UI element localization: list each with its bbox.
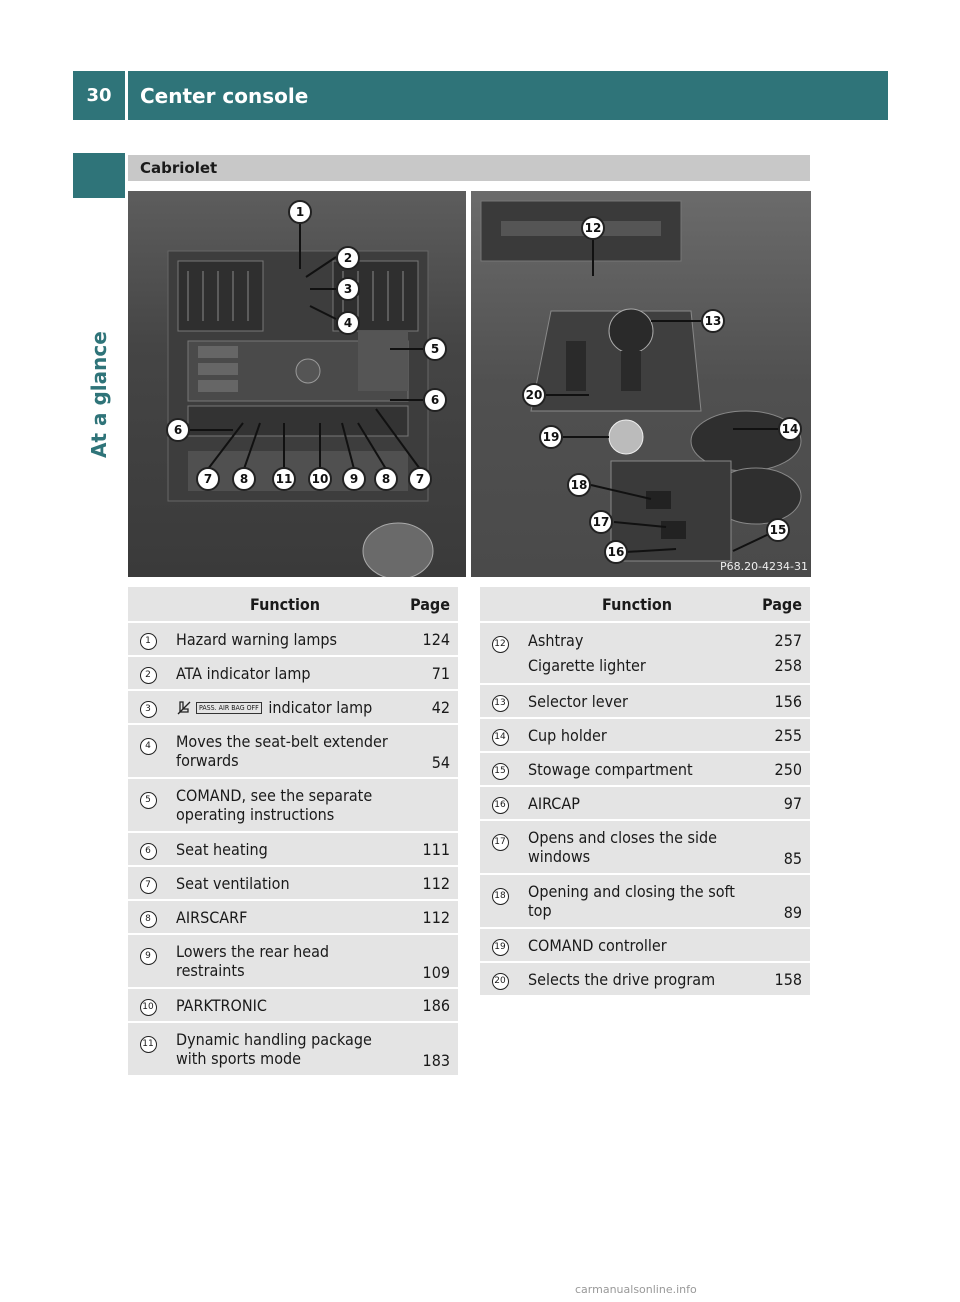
row-function: AIRSCARF [168,901,402,933]
footer-watermark: carmanualsonline.info [575,1283,697,1296]
header-num [480,587,520,621]
header-num [128,587,168,621]
table-row [128,935,458,987]
callout-9: 9 [342,467,366,491]
callout-16: 16 [604,540,628,564]
row-number: 11 [140,1036,157,1053]
callout-17: 17 [589,510,613,534]
callout-12: 12 [581,216,605,240]
table-row [480,875,810,927]
header-function: Function [520,587,754,621]
callout-11: 11 [272,467,296,491]
row-function-text: indicator lamp [268,697,373,717]
row-number: 17 [492,834,509,851]
row-function: Moves the seat-belt extender forwards [168,725,402,777]
row-page: 42 [402,691,458,723]
row-function-line-1: Ashtray [528,631,584,650]
callout-20: 20 [522,383,546,407]
callout-1: 1 [288,200,312,224]
row-page [754,929,810,961]
table-row [128,867,458,899]
row-page: 250 [754,753,810,785]
row-page [402,779,458,831]
row-function: PARKTRONIC [168,989,402,1021]
row-function-with-icons [168,691,402,723]
table-row [480,623,810,683]
row-page: 109 [402,935,458,987]
row-page: 112 [402,867,458,899]
row-number: 3 [140,701,157,718]
row-page: 183 [402,1023,458,1075]
header-page: Page [754,587,810,621]
row-page: 124 [402,623,458,655]
row-page: 89 [754,875,810,927]
table-row [128,901,458,933]
row-number: 15 [492,763,509,780]
callout-18: 18 [567,473,591,497]
table-row [480,787,810,819]
section-title: Cabriolet [128,155,810,181]
table-row [128,1023,458,1075]
callout-15: 15 [766,518,790,542]
row-function: Cup holder [520,719,754,751]
row-page: 158 [754,963,810,995]
row-page: 255 [754,719,810,751]
chapter-title: Center console [128,71,888,120]
row-page: 97 [754,787,810,819]
row-number: 7 [140,877,157,894]
row-function: Lowers the rear head restraints [168,935,402,987]
callout-8-right: 8 [374,467,398,491]
row-number: 9 [140,948,157,965]
console-illustration [128,191,466,577]
callout-19: 19 [539,425,563,449]
row-number: 6 [140,843,157,860]
callout-6-right: 6 [423,388,447,412]
row-function: Opens and closes the side windows [520,821,754,873]
table-row [480,821,810,873]
table-row [480,685,810,717]
row-function-line-2: Cigarette lighter [528,656,646,675]
selector-illustration [471,191,811,577]
row-function: Selector lever [520,685,754,717]
row-number: 12 [492,636,509,653]
row-number: 16 [492,797,509,814]
callout-7-left: 7 [196,467,220,491]
row-function: Opening and closing the soft top [520,875,754,927]
child-seat-icon [176,700,192,716]
row-number: 13 [492,695,509,712]
table-row [128,779,458,831]
row-function: Hazard warning lamps [168,623,402,655]
row-number: 8 [140,911,157,928]
row-page: 186 [402,989,458,1021]
page-number: 30 [73,71,125,120]
row-function: Dynamic handling package with sports mode [168,1023,402,1075]
row-number: 20 [492,973,509,990]
row-function: AIRCAP [520,787,754,819]
header-page: Page [402,587,458,621]
row-function: Seat heating [168,833,402,865]
function-table-right [480,585,810,997]
row-function: ATA indicator lamp [168,657,402,689]
row-number: 19 [492,939,509,956]
function-table-left [128,585,458,1077]
row-number: 10 [140,999,157,1016]
callout-13: 13 [701,309,725,333]
table-row [480,753,810,785]
header-function: Function [168,587,402,621]
row-page-line-1: 257 [774,631,802,650]
row-function: COMAND controller [520,929,754,961]
row-number: 1 [140,633,157,650]
side-label: At a glance [87,331,111,459]
callout-8-left: 8 [232,467,256,491]
side-tab-marker [73,153,125,198]
console-photo-left [128,191,466,577]
row-number: 2 [140,667,157,684]
table-row [480,719,810,751]
table-row [128,691,458,723]
row-page-line-2: 258 [774,656,802,675]
callout-3: 3 [336,277,360,301]
row-number: 5 [140,792,157,809]
row-number: 4 [140,738,157,755]
table-row [128,657,458,689]
callout-4: 4 [336,311,360,335]
callout-10: 10 [308,467,332,491]
row-number: 18 [492,888,509,905]
callout-7-right: 7 [408,467,432,491]
table-row [480,929,810,961]
photo-code: P68.20-4234-31 [719,560,808,573]
row-page: 54 [402,725,458,777]
table-row [128,989,458,1021]
row-page: 156 [754,685,810,717]
callout-6-left: 6 [166,418,190,442]
table-row [128,725,458,777]
row-page: 71 [402,657,458,689]
callout-2: 2 [336,246,360,270]
table-row [480,963,810,995]
row-page: 111 [402,833,458,865]
console-photo-right [471,191,811,577]
row-number: 14 [492,729,509,746]
row-page [754,623,810,683]
table-row [128,833,458,865]
callout-14: 14 [778,417,802,441]
row-function: Stowage compartment [520,753,754,785]
row-function: COMAND, see the separate operating instructions [168,779,402,831]
pass-airbag-off-icon: PASS. AIR BAG OFF [196,702,262,714]
table-row [128,623,458,655]
row-function [520,623,754,683]
row-function: Seat ventilation [168,867,402,899]
row-page: 112 [402,901,458,933]
row-function: Selects the drive program [520,963,754,995]
callout-5: 5 [423,337,447,361]
row-page: 85 [754,821,810,873]
